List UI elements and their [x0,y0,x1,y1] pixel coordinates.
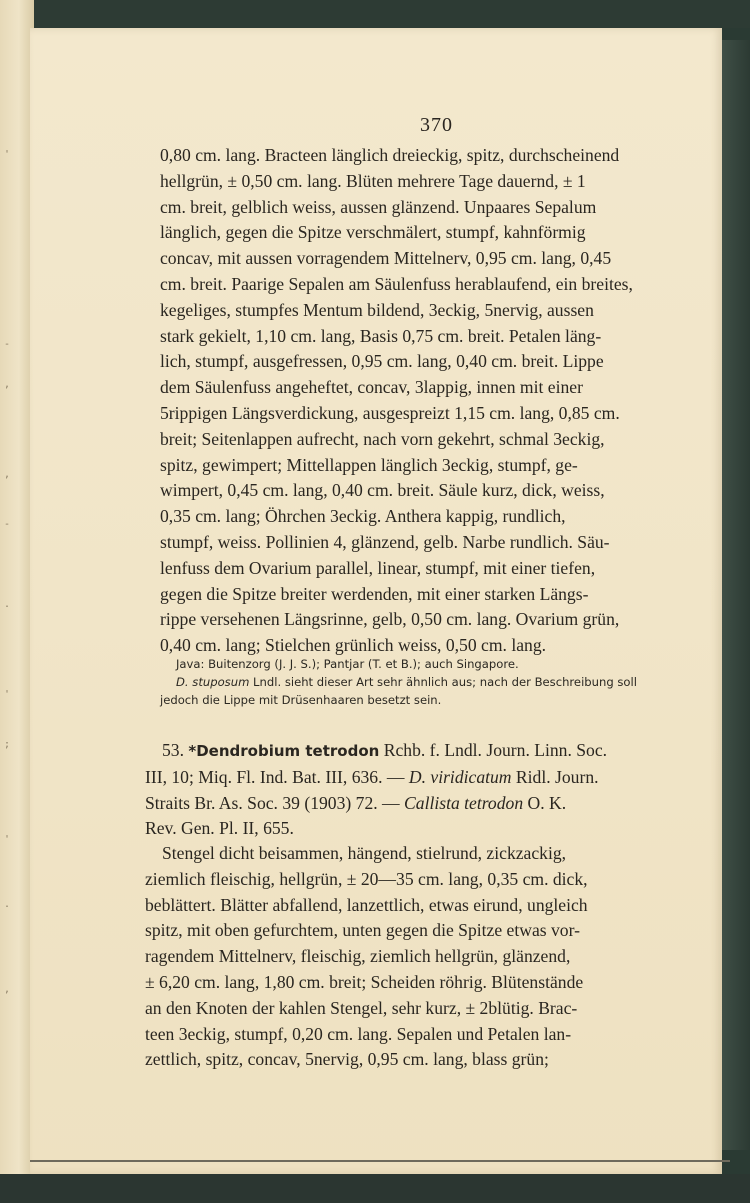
text-line: hellgrün, ± 0,50 cm. lang. Blüten mehrere Tage dauernd, ± 1 [160,170,586,191]
text-line: teen 3eckig, stumpf, 0,20 cm. lang. Sepalen und Petalen lan- [145,1023,572,1044]
text-line: 5rippigen Längsverdickung, ausgespreizt 1,15 cm. lang, 0,85 cm. [160,402,620,423]
text-line: cm. breit, gelblich weiss, aussen glänzend. Unpaares Sepalum [160,196,597,217]
text-line: lich, stumpf, ausgefressen, 0,95 cm. lang, 0,40 cm. breit. Lippe [160,351,604,372]
text-line: gegen die Spitze breiter werdenden, mit einer starken Längs- [160,583,589,604]
text-line: lenfuss dem Ovarium parallel, linear, stumpf, mit einer tiefen, [160,557,596,578]
text-line: concav, mit aussen vorragendem Mittelnerv, 0,95 cm. lang, 0,45 [160,248,612,269]
entry-citation: Rchb. f. Lndl. Journ. Linn. Soc. [379,740,608,760]
entry-name: *Dendrobium tetrodon [188,742,380,760]
notes-block [160,655,700,709]
entry-line-3-tail: O. K. [523,792,567,813]
text-line: stark gekielt, 1,10 cm. lang, Basis 0,75 cm. breit. Petalen läng- [160,325,602,346]
text-line: wimpert, 0,45 cm. lang, 0,40 cm. breit. Säule kurz, dick, weiss, [160,480,605,501]
text-line: kegeliges, stumpfes Mentum bildend, 3eckig, 5nervig, aussen [160,299,594,320]
text-line: dem Säulenfuss angeheftet, concav, 3lappig, innen mit einer [160,377,583,398]
text-line: länglich, gegen die Spitze verschmälert, stumpf, kahnförmig [160,222,586,243]
text-line: an den Knoten der kahlen Stengel, sehr kurz, ± 2blütig. Brac- [145,997,578,1018]
entry-number: 53. [162,740,189,760]
text-line: Stengel dicht beisammen, hängend, stielrund, zickzackig, [162,843,567,863]
text-line: zettlich, spitz, concav, 5nervig, 0,95 cm. lang, blass grün; [145,1049,549,1070]
entry-line-1 [145,738,700,765]
text-line: cm. breit. Paarige Sepalen am Säulenfuss herablaufend, ein breites, [160,273,633,294]
book-cover-top [34,0,750,28]
text-line: 0,35 cm. lang; Öhrchen 3eckig. Anthera kappig, rundlich, [160,506,566,527]
entry-line-2-tail: Ridl. Journ. [511,766,599,787]
entry-line-3 [145,791,700,817]
remark-line-1 [160,673,700,691]
text-line: beblättert. Blätter abfallend, lanzettlich, etwas eirund, ungleich [145,894,588,915]
species-entry-header [145,738,700,842]
text-line: spitz, gewimpert; Mittellappen länglich 3eckig, stumpf, ge- [160,454,578,475]
entry-line-4: Rev. Gen. Pl. II, 655. [145,818,294,839]
text-line: rippe versehenen Längsrinne, gelb, 0,50 cm. lang. Ovarium grün, [160,609,620,630]
species-description [145,841,700,1073]
synonym-2: Callista tetrodon [404,792,524,813]
page-number: 370 [420,114,453,136]
locality-note: Java: Buitenzorg (J. J. S.); Pantjar (T. et B.); auch Singapore. [176,657,519,671]
description-continued [160,143,700,659]
remark-line-2: jedoch die Lippe mit Drüsenhaaren besetzt sein. [160,693,442,707]
text-line: stumpf, weiss. Pollinien 4, glänzend, gelb. Narbe rundlich. Säu- [160,531,610,552]
text-line: spitz, mit oben gefurchtem, unten gegen die Spitze etwas vor- [145,920,580,941]
facing-page-margin-marks: ' - , , - . ' ; ' . , [4,149,11,995]
text-line: breit; Seitenlappen aufrecht, nach vorn gekehrt, schmal 3eckig, [160,428,605,449]
text-line: 0,80 cm. lang. Bracteen länglich dreieckig, spitz, durchscheinend [160,145,620,165]
text-line: 0,40 cm. lang; Stielchen grünlich weiss, 0,50 cm. lang. [160,635,547,656]
book-cover-bottom [0,1174,750,1203]
entry-line-2-text: III, 10; Miq. Fl. Ind. Bat. III, 636. — [145,766,409,787]
remark-species: D. stuposum [176,675,250,689]
text-line: ragendem Mittelnerv, fleischig, ziemlich hellgrün, glänzend, [145,946,571,967]
page-bottom-edge [30,1160,730,1162]
synonym-1: D. viridicatum [408,766,512,787]
text-line: ziemlich fleischig, hellgrün, ± 20—35 cm. lang, 0,35 cm. dick, [145,868,588,889]
text-line: ± 6,20 cm. lang, 1,80 cm. breit; Scheiden röhrig. Blütenstände [145,971,584,992]
entry-line-3-text: Straits Br. As. Soc. 39 (1903) 72. — [145,792,405,813]
remark-line-1-text: Lndl. sieht dieser Art sehr ähnlich aus; nach der Beschreibung soll [249,675,637,689]
book-cover-right [722,40,750,1150]
entry-line-2 [145,765,700,791]
